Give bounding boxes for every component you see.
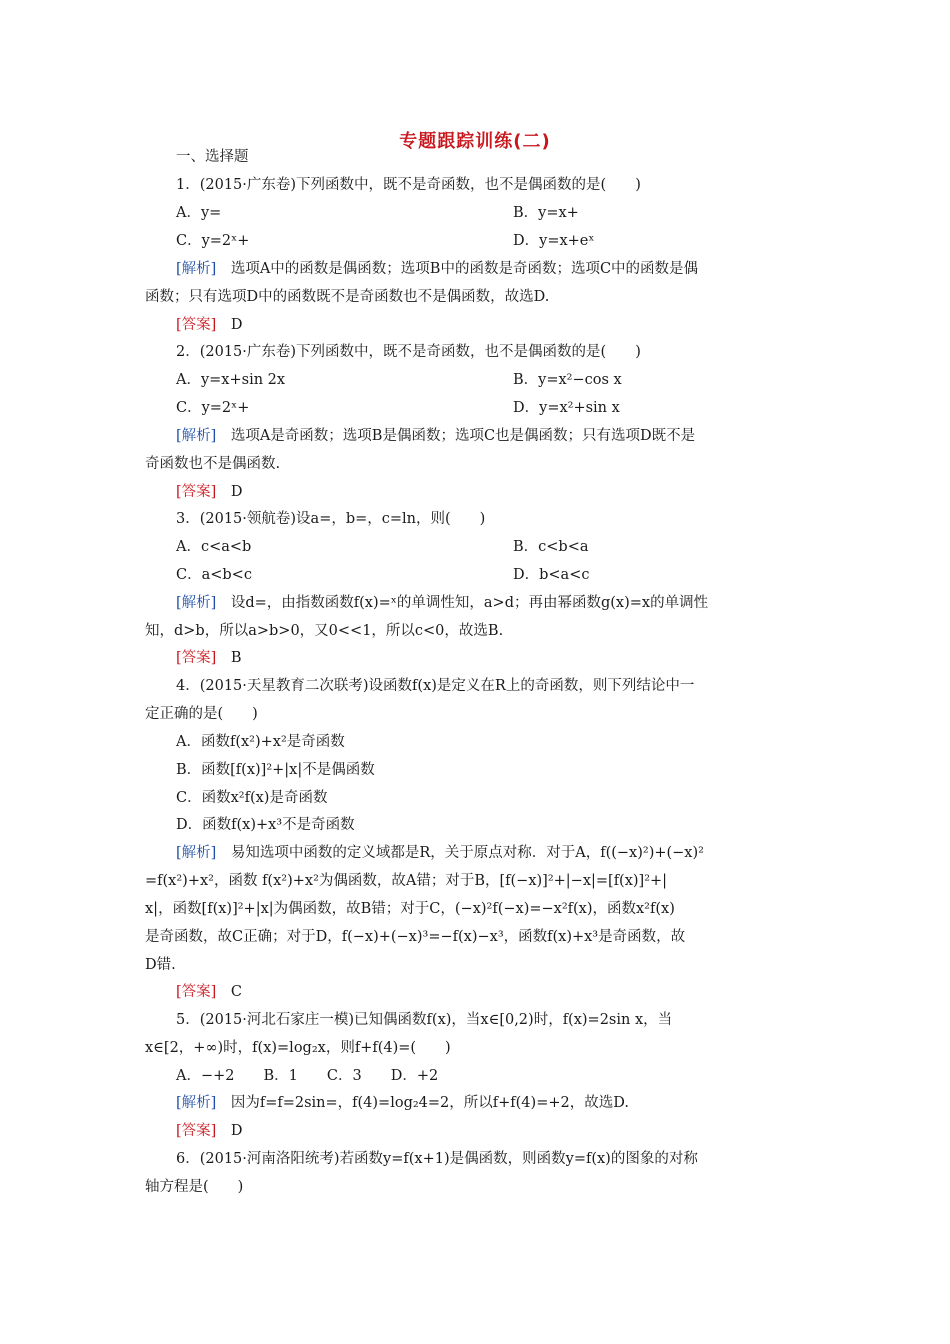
line-text: D — [216, 484, 243, 500]
text-line — [176, 1010, 672, 1030]
line-text: B．y=x²−cos x — [513, 372, 622, 388]
line-text: D．y=x+eˣ — [513, 233, 595, 249]
line-text: D．函数f(x)+x³不是奇函数 — [176, 817, 355, 833]
text-line — [176, 815, 355, 835]
line-text: 奇函数也不是偶函数. — [145, 456, 281, 472]
text-line — [176, 482, 242, 502]
line-text: 选项A是奇函数；选项B是偶函数；选项C也是偶函数；只有选项D既不是 — [216, 428, 696, 444]
line-text: x∈[2，+∞)时，f(x)=log₂x，则f+f(4)=( ) — [145, 1040, 451, 1056]
line-text: A．c<a<b — [176, 539, 252, 555]
line-text: D — [216, 317, 243, 333]
line-text: 知，d>b，所以a>b>0，又0<<1，所以c<0，故选B. — [145, 623, 504, 639]
line-text: 函数；只有选项D中的函数既不是奇函数也不是偶函数，故选D. — [145, 289, 550, 305]
line-text: A．函数f(x²)+x²是奇函数 — [176, 734, 345, 750]
text-line — [176, 648, 241, 668]
text-line — [176, 788, 327, 808]
text-line — [176, 259, 698, 279]
text-line — [176, 426, 695, 446]
text-line — [176, 593, 708, 613]
text-line — [176, 398, 249, 418]
text-line — [145, 621, 503, 641]
text-line — [176, 175, 641, 195]
text-line — [176, 760, 375, 780]
line-text: 3．(2015·领航卷)设a=，b=，c=ln，则( ) — [176, 511, 486, 527]
text-line — [176, 231, 249, 251]
text-line — [176, 315, 242, 335]
line-text: C．a<b<c — [176, 567, 252, 583]
analysis-tag: [解析] — [176, 261, 217, 277]
text-line — [513, 398, 620, 418]
text-line — [176, 342, 641, 362]
line-text: B — [216, 650, 242, 666]
text-line — [145, 871, 667, 891]
text-line — [145, 704, 258, 724]
text-line — [176, 565, 252, 585]
text-line — [176, 147, 249, 167]
line-text: 1．(2015·广东卷)下列函数中，既不是奇函数，也不是偶函数的是( ) — [176, 177, 641, 193]
line-text: D错. — [145, 957, 176, 973]
line-text: C．y=2ˣ+ — [176, 233, 250, 249]
line-text: D．b<a<c — [513, 567, 590, 583]
text-line — [145, 899, 675, 919]
line-text: C．y=2ˣ+ — [176, 400, 250, 416]
text-line — [513, 231, 595, 251]
page-title: 专题跟踪训练(二) — [399, 131, 551, 152]
text-line — [176, 1121, 242, 1141]
line-text: D．y=x²+sin x — [513, 400, 620, 416]
text-line — [176, 732, 345, 752]
line-text: C．函数x²f(x)是奇函数 — [176, 790, 328, 806]
text-line — [176, 982, 242, 1002]
line-text: 定正确的是( ) — [145, 706, 258, 722]
answer-tag: [答案] — [176, 1123, 217, 1139]
text-line — [513, 203, 579, 223]
text-line — [145, 1177, 243, 1197]
text-line — [176, 203, 221, 223]
text-line — [513, 370, 622, 390]
text-line — [176, 370, 285, 390]
text-line — [176, 1149, 698, 1169]
line-text: B．c<b<a — [513, 539, 589, 555]
analysis-tag: [解析] — [176, 595, 217, 611]
line-text: 设d=，由指数函数f(x)=ˣ的单调性知，a>d；再由幂函数g(x)=x的单调性 — [216, 595, 709, 611]
line-text: 因为f=f=2sin=，f(4)=log₂4=2，所以f+f(4)=+2，故选D. — [216, 1095, 629, 1111]
line-text: B．y=x+ — [513, 205, 579, 221]
text-line — [513, 565, 589, 585]
line-text: 一、选择题 — [176, 149, 249, 165]
text-line — [176, 537, 251, 557]
line-text: A．y=x+sin 2x — [176, 372, 286, 388]
answer-tag: [答案] — [176, 484, 217, 500]
line-text: 选项A中的函数是偶函数；选项B中的函数是奇函数；选项C中的函数是偶 — [216, 261, 699, 277]
line-text: 2．(2015·广东卷)下列函数中，既不是奇函数，也不是偶函数的是( ) — [176, 344, 641, 360]
line-text: B．函数[f(x)]²+|x|不是偶函数 — [176, 762, 375, 778]
line-text: 轴方程是( ) — [145, 1179, 244, 1195]
text-line — [176, 676, 694, 696]
text-line — [145, 454, 280, 474]
analysis-tag: [解析] — [176, 1095, 217, 1111]
line-text: 是奇函数，故C正确；对于D，f(−x)+(−x)³=−f(x)−x³，函数f(x)+x³是奇函数，故 — [145, 929, 686, 945]
analysis-tag: [解析] — [176, 428, 217, 444]
line-text: x|，函数[f(x)]²+|x|为偶函数，故B错；对于C，(−x)²f(−x)=−x²f(x)，函数x²f(x) — [145, 901, 675, 917]
text-line — [145, 955, 176, 975]
text-line — [145, 1038, 451, 1058]
text-line — [176, 1093, 629, 1113]
line-text: 4．(2015·天星教育二次联考)设函数f(x)是定义在R上的奇函数，则下列结论中一 — [176, 678, 695, 694]
analysis-tag: [解析] — [176, 845, 217, 861]
line-text: 6．(2015·河南洛阳统考)若函数y=f(x+1)是偶函数，则函数y=f(x)的图象的对称 — [176, 1151, 698, 1167]
line-text: C — [216, 984, 242, 1000]
text-line — [176, 1066, 438, 1086]
line-text: 易知选项中函数的定义域都是R，关于原点对称．对于A，f((−x)²)+(−x)² — [216, 845, 704, 861]
line-text: D — [216, 1123, 243, 1139]
answer-tag: [答案] — [176, 984, 217, 1000]
line-text: A．y= — [176, 205, 222, 221]
line-text: 5．(2015·河北石家庄一模)已知偶函数f(x)，当x∈[0,2)时，f(x)=2sin x，当 — [176, 1012, 673, 1028]
text-line — [145, 287, 549, 307]
line-text: =f(x²)+x²，函数 f(x²)+x²为偶函数，故A错；对于B，[f(−x)]²+|−x|=[f(x)]²+| — [145, 873, 668, 889]
text-line — [176, 509, 485, 529]
text-line — [176, 843, 704, 863]
text-line — [513, 537, 589, 557]
line-text: A．−+2 B．1 C．3 D．+2 — [176, 1068, 439, 1084]
answer-tag: [答案] — [176, 650, 217, 666]
answer-tag: [答案] — [176, 317, 217, 333]
text-line — [145, 927, 685, 947]
